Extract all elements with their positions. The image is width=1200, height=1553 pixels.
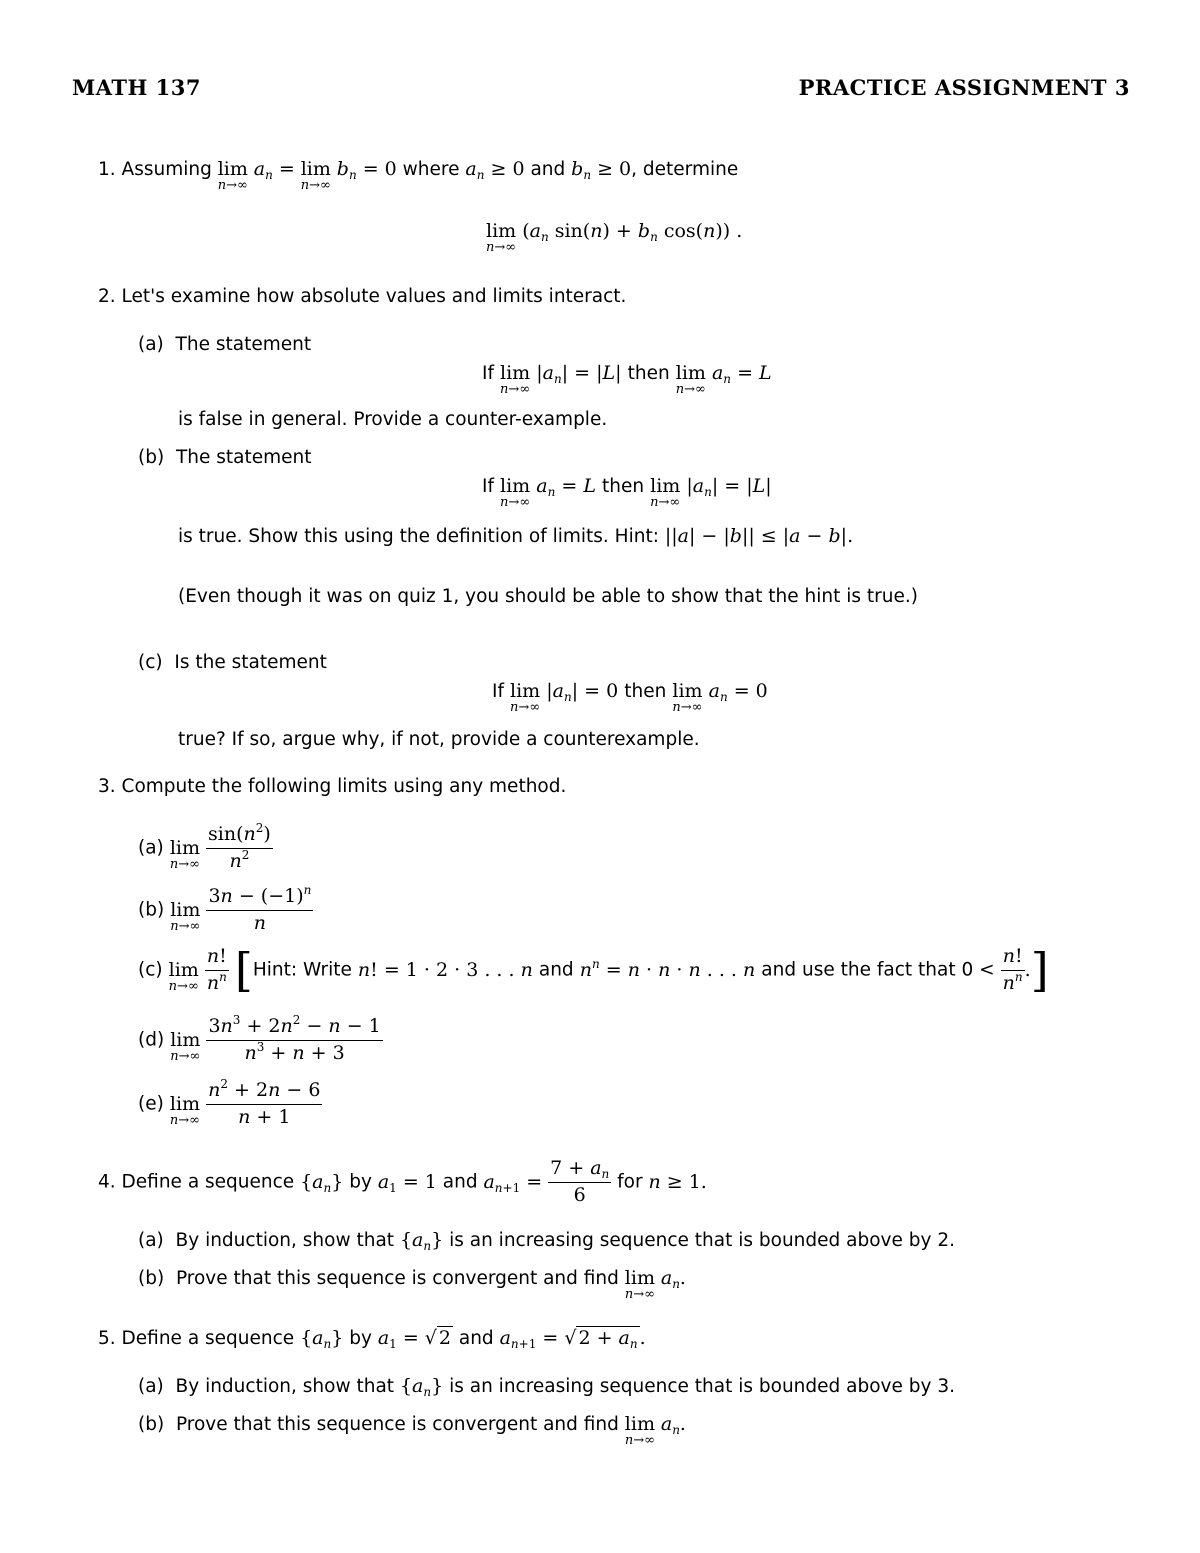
problem-2-intro: 2. Let's examine how absolute values and limits interact. [98, 286, 627, 307]
problem-3e: (e) lim n→∞ $\frac{n^2 + 2n - 6}{n + 1}$ [138, 1077, 321, 1129]
problem-1-statement: 1. Assuming lim n→∞ $a_n = \lim$ n→∞ $b_n = 0$ where $a_n \ge 0$ and $b_n \ge 0$, determine [98, 158, 739, 193]
problem-2a-label: (a) The statement [138, 334, 312, 355]
course-title: MATH 137 [72, 75, 202, 100]
problem-3b: (b) lim n→∞ $\frac{3n - (-1)^n}{n}$ [138, 883, 312, 935]
problem-2b-note: (Even though it was on quiz 1, you should be able to show that the hint is true.) [178, 586, 918, 607]
problem-3-intro: 3. Compute the following limits using any method. [98, 776, 567, 797]
problem-2c-task: true? If so, argue why, if not, provide a counterexample. [178, 729, 700, 750]
problem-4b: (b) Prove that this sequence is convergent and find lim n→∞ $a_n$. [138, 1267, 686, 1302]
assignment-title: PRACTICE ASSIGNMENT 3 [798, 75, 1130, 100]
problem-2b-label: (b) The statement [138, 447, 312, 468]
problem-4-statement: 4. Define a sequence $\{a_n\}$ by $a_1 = 1$ and $a_{n+1}$ = $\frac{7 + a_n}{6}$ for n ≥ 1. [98, 1157, 707, 1206]
problem-2a-task: is false in general. Provide a counter-example. [178, 409, 608, 430]
problem-2c-label: (c) Is the statement [138, 652, 327, 673]
problem-1-expression: lim n→∞ ($a_n$ $\sin(n) + b_n$ cos(n)) . [486, 220, 743, 255]
problem-5a: (a) By induction, show that $\{a_n\}$ is an increasing sequence that is bounded above by 3. [138, 1375, 955, 1399]
problem-2a-statement: If lim n→∞ $|a_n| = |L|$ then lim n→∞ $a_n = L$ [482, 362, 772, 397]
problem-number: 1. [98, 159, 116, 180]
problem-3a: (a) lim n→∞ $\frac{\sin(n^2)}{n^2}$ [138, 821, 271, 873]
problem-2c-statement: If lim n→∞ $|a_n| = 0$ then lim n→∞ $a_n = 0$ [492, 680, 768, 715]
problem-5-statement: 5. Define a sequence $\{a_n\}$ by $a_1$ = √ 2 and $a_{n+1}$ = √ $2 + a_n$ . [98, 1327, 646, 1351]
problem-4a: (a) By induction, show that $\{a_n\}$ is an increasing sequence that is bounded above by 2. [138, 1229, 955, 1253]
problem-2b-statement: If lim n→∞ $a_n = L$ then lim n→∞ $|a_n| = |L|$ [482, 475, 772, 510]
problem-3d: (d) lim n→∞ $\frac{3n^3 + 2n^2 - n - 1}{n^3 + n + 3}$ [138, 1013, 381, 1065]
problem-5b: (b) Prove that this sequence is convergent and find lim n→∞ $a_n$. [138, 1413, 686, 1448]
problem-2b-task: is true. Show this using the definition of limits. Hint: ||a| − |b|| ≤ |a − b|. [178, 525, 854, 547]
problem-3c: (c) lim n→∞ $\frac{n!}{n^n}$ [Hint: Write n! = 1 · 2 · 3 . . . n and $n^n = n \cdot n \cdot n$ . . . n and use the fact that 0 < $\frac{n!}{n^n}$ .] [138, 943, 1049, 998]
